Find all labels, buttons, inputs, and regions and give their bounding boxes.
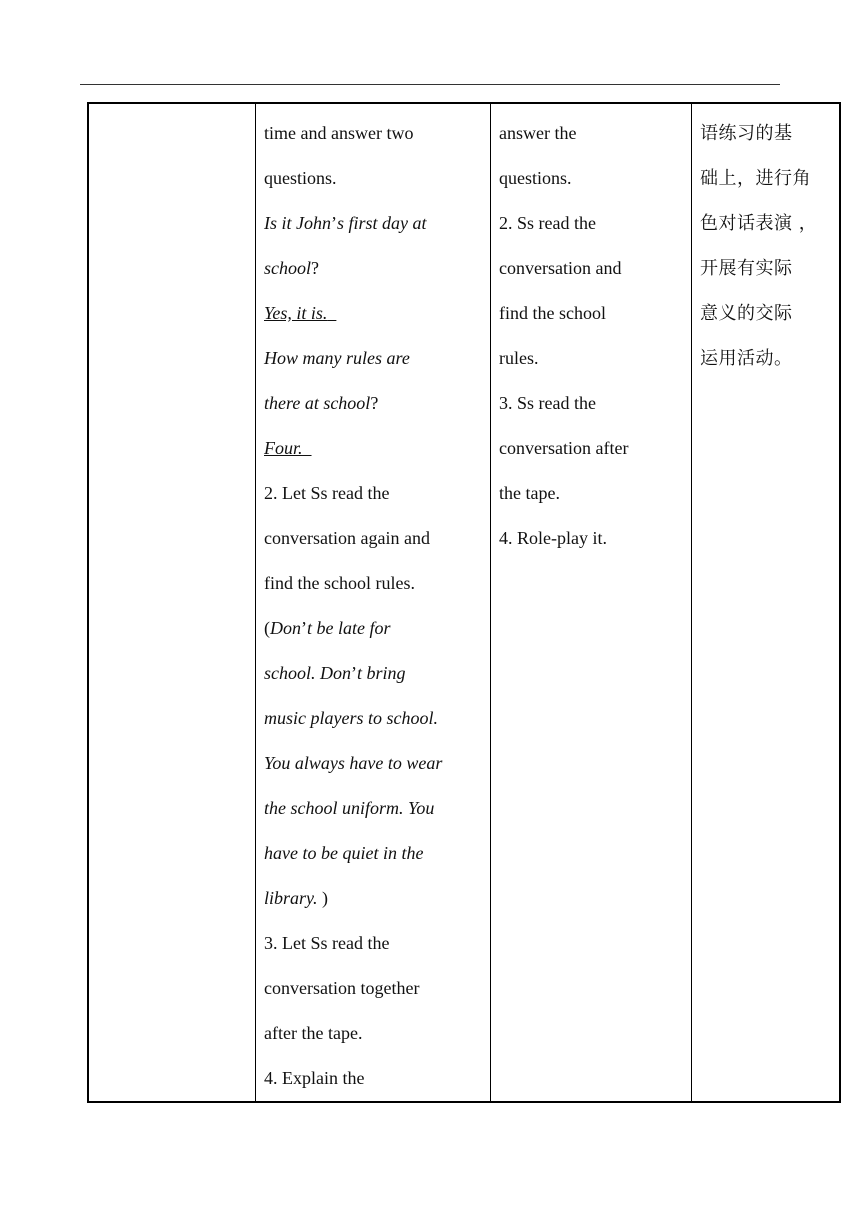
design-purpose-cell (692, 103, 841, 1102)
text-line: conversation again and (264, 528, 430, 548)
text-line: the tape. (499, 483, 560, 503)
text-line: 4. Role-play it. (499, 528, 607, 548)
text-line: conversation after (499, 438, 629, 458)
text-line: conversation together (264, 978, 420, 998)
lesson-plan-table (87, 102, 841, 1103)
text-line: after the tape. (264, 1023, 363, 1043)
text-line: 3. Let Ss read the (264, 933, 390, 953)
text-line: questions. (264, 168, 337, 188)
text-line: 4. Explain the (264, 1068, 365, 1088)
text-line: 2. Let Ss read the (264, 483, 390, 503)
rule-line: music players to school. (264, 708, 438, 728)
stage-cell (88, 103, 256, 1102)
answer-1: Yes, it is. (264, 303, 328, 323)
text-line: find the school rules. (264, 573, 415, 593)
text-line: 色对话表演 ， (700, 213, 818, 234)
text-line: conversation and (499, 258, 622, 278)
text-line: 意义的交际 (700, 303, 793, 324)
answer-2: Four. (264, 438, 303, 458)
text-line: find the school (499, 303, 606, 323)
question-2-end: there at school? (264, 393, 379, 413)
student-activity-cell (491, 103, 692, 1102)
question-1: Is it John’s first day at (264, 213, 427, 233)
text-line: 语练习的基 (700, 123, 793, 144)
rule-line: You always have to wear (264, 753, 443, 773)
text-line: 运用活动。 (700, 348, 793, 369)
question-1-end: school? (264, 258, 319, 278)
text-line: 础上，进行角 (700, 168, 811, 189)
text-line: answer the (499, 123, 577, 143)
rule-line: have to be quiet in the (264, 843, 424, 863)
table-row (88, 103, 840, 1102)
text-line: rules. (499, 348, 539, 368)
rule-line: school. Don’t bring (264, 663, 406, 683)
rule-line: (Don’t be late for (264, 618, 391, 638)
text-line: 开展有实际 (700, 258, 793, 279)
text-line: time and answer two (264, 123, 414, 143)
header-rule (80, 84, 780, 85)
text-line: questions. (499, 168, 572, 188)
text-line: 2. Ss read the (499, 213, 596, 233)
question-2: How many rules are (264, 348, 410, 368)
teacher-activity-cell (256, 103, 491, 1102)
rule-line: the school uniform. You (264, 798, 435, 818)
text-line: 3. Ss read the (499, 393, 596, 413)
rule-line: library. ) (264, 888, 329, 908)
